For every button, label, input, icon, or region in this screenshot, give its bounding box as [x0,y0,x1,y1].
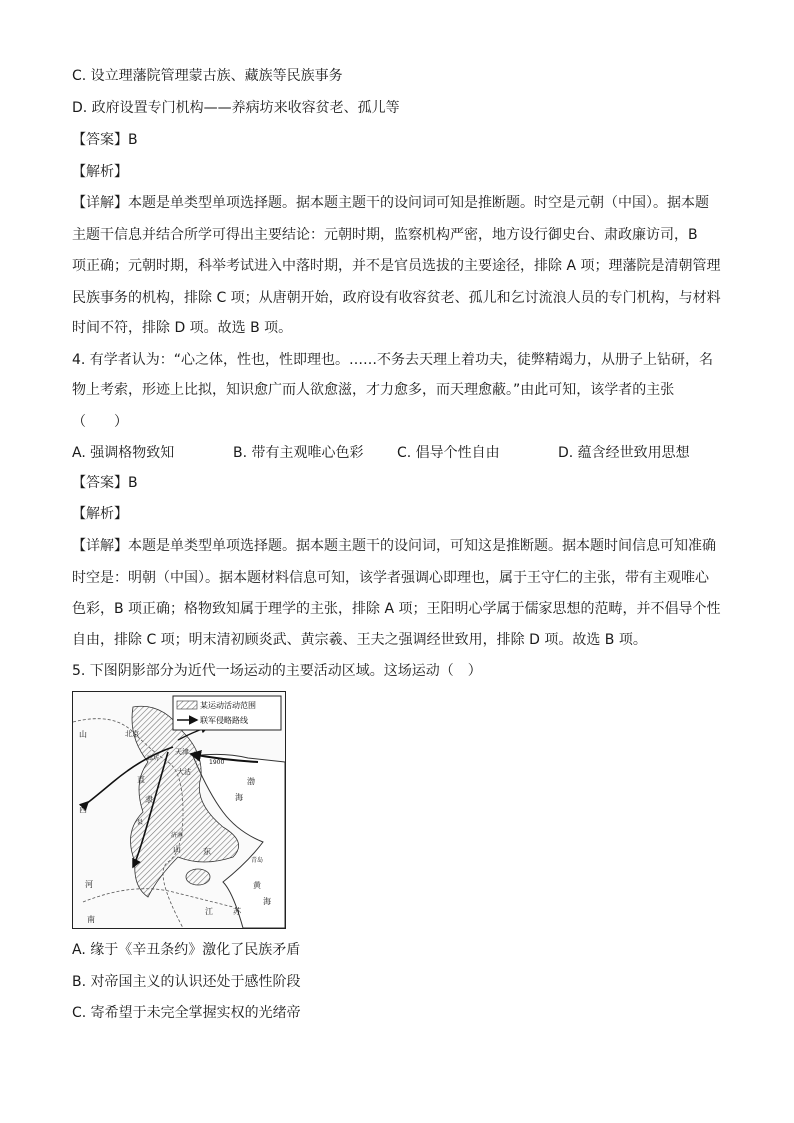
q3-detail-line: 主题干信息并结合所学可得出主要结论：元朝时期，监察机构严密，地方设行御史台、肃政廉访司，B [72,227,698,243]
q3-option-c: C. 设立理藩院管理蒙古族、藏族等民族事务 [72,68,343,84]
q4-stem-line: 4. 有学者认为：“心之体，性也，性即理也。……不务去天理上着功夫，徒弊精竭力，从册子上钻研，名 [72,352,714,368]
activity-area-island [186,869,210,885]
q4-detail-line: 时空是：明朝（中国）。据本题材料信息可知，该学者强调心即理也，属于王守仁的主张，带有主观唯心 [72,570,709,586]
map-label-shandong-shan: 山 [173,845,181,854]
map-label-jinan: 济南 [171,832,184,839]
map-label-beijing: 北京 [125,730,139,738]
map-label-huanghai: 海 [263,897,271,906]
map-label-shandong-dong: 东 [203,847,211,856]
q3-answer: 【答案】B [72,132,138,148]
map-label-zhi: 直 [137,775,145,784]
map-label-huang: 黄 [253,881,261,890]
q4-detail-line: 自由，排除 C 项；明末清初顾炎武、黄宗羲、王夫之强调经世致用，排除 D 项。故选 B 项。 [72,632,647,648]
map-label-xian: 县 [137,819,144,826]
province-border [83,889,233,907]
map-label-su: 苏 [233,907,241,916]
q4-detail-line: 色彩，B 项正确；格物致知属于理学的主张，排除 A 项；王阳明心学属于儒家思想的范畴，并不倡导个性 [72,601,721,617]
q4-stem-line: 物上考索，形迹上比拟，知识愈广而人欲愈滋，才力愈多，而天理愈蔽。”由此可知，该学者的主张 [72,382,675,398]
q4-analysis-heading: 【解析】 [72,506,128,522]
q3-analysis-heading: 【解析】 [72,164,128,180]
legend-route-label: 联军侵略路线 [200,716,248,725]
q3-detail-line: 时间不符，排除 D 项。故选 B 项。 [72,320,293,336]
map-label-xi: 西 [79,805,87,814]
q3-detail-line: 民族事务的机构，排除 C 项；从唐朝开始，政府设有收容贫老、孤儿和乞讨流浪人员的专门机构，与材料 [72,290,721,306]
q3-detail-line: 【详解】本题是单类型单项选择题。据本题主题干的设问词可知是推断题。时空是元朝（中国）。据本题 [72,195,709,211]
q4-option-b: B. 带有主观唯心色彩 [233,445,364,461]
q4-option-c: C. 倡导个性自由 [397,445,500,461]
legend-area-label: 某运动活动范围 [200,701,256,710]
map-label-year: 1900 [209,759,225,766]
historical-map [72,691,286,929]
map-label-he: 河 [85,880,93,889]
map-svg [73,692,285,928]
q4-option-a: A. 强调格物致知 [72,445,175,461]
q3-detail-line: 项正确；元朝时期，科举考试进入中落时期，并不是官员选拔的主要途径，排除 A 项；理藩院是清朝管理 [72,258,721,274]
q4-option-d: D. 蕴含经世致用思想 [558,445,690,461]
map-label-li: 隶 [145,795,153,804]
legend-area-swatch [177,701,197,709]
map-label-shan: 山 [79,730,87,739]
map-label-langfang: 廊坊 [147,755,160,762]
map-label-tianjin: 天津 [175,748,189,756]
q3-option-d: D. 政府设置专门机构——养病坊来收容贫老、孤儿等 [72,100,400,116]
q5-option-b: B. 对帝国主义的认识还处于感性阶段 [72,974,301,990]
map-label-dagu: 大沽 [177,768,191,776]
q5-option-a: A. 缘于《辛丑条约》激化了民族矛盾 [72,942,301,958]
q4-answer: 【答案】B [72,475,138,491]
map-label-qingdao: 青岛 [251,857,264,864]
map-label-nan: 南 [87,915,95,924]
q5-stem: 5. 下图阴影部分为近代一场运动的主要活动区域。这场运动（ ） [72,663,482,679]
map-label-hai: 海 [235,793,243,802]
map-label-bo: 渤 [247,777,255,786]
q4-stem-line: （ ） [72,414,128,430]
map-label-jiang: 江 [205,907,213,916]
q5-option-c: C. 寄希望于未完全掌握实权的光绪帝 [72,1005,301,1021]
q4-detail-line: 【详解】本题是单类型单项选择题。据本题主题干的设问词，可知这是推断题。据本题时间信息可知准确 [72,538,716,554]
